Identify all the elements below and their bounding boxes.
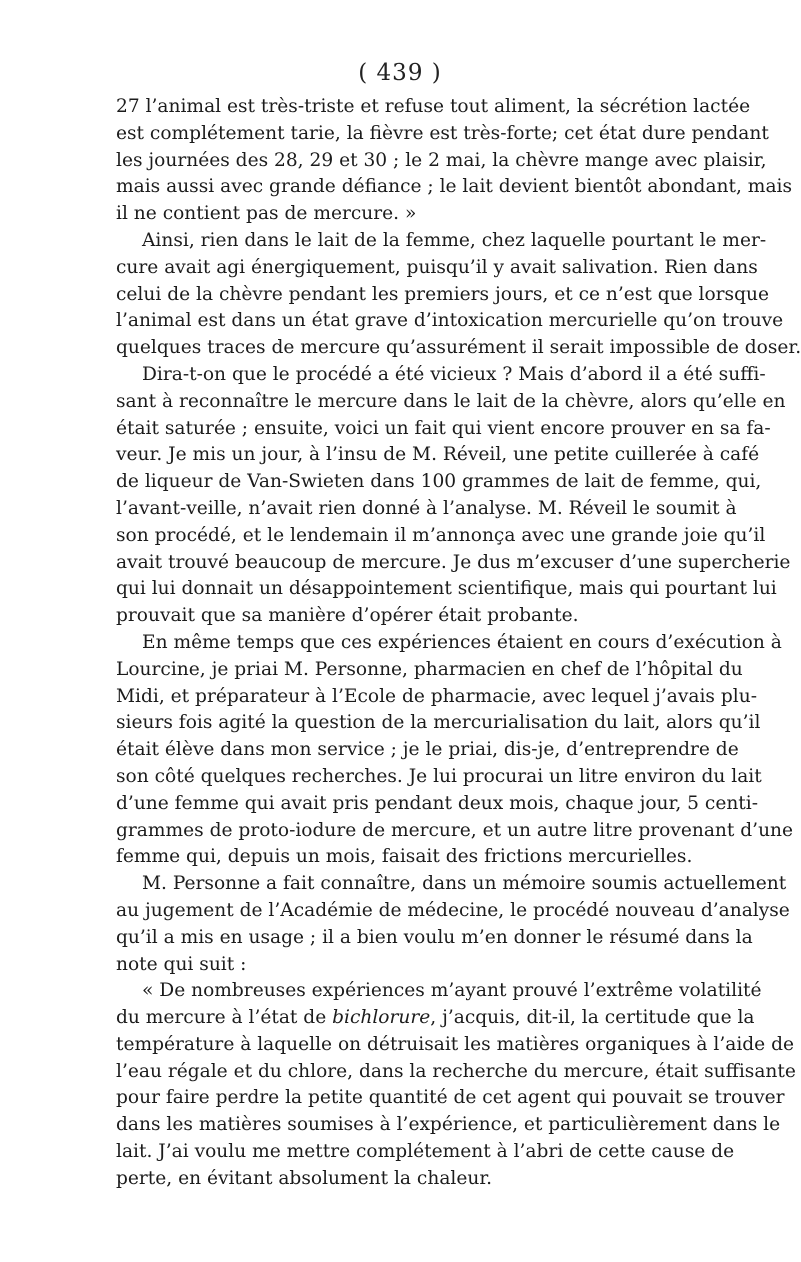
text-line: avait trouvé beaucoup de mercure. Je dus m’excuser d’une supercherie	[116, 551, 791, 573]
paragraph	[116, 978, 796, 1192]
text-line: au jugement de l’Académie de médecine, le procédé nouveau d’analyse	[116, 899, 790, 921]
text-line: Dira-t-on que le procédé a été vicieux ? Mais d’abord il a été suffi-	[142, 363, 766, 385]
body-text	[116, 94, 801, 1193]
text-line: Midi, et préparateur à l’Ecole de pharmacie, avec lequel j’avais plu-	[116, 685, 757, 707]
text-line: grammes de proto-iodure de mercure, et un autre litre provenant d’une	[116, 819, 794, 841]
paragraph	[116, 871, 790, 978]
text-line: M. Personne a fait connaître, dans un mémoire soumis actuellement	[142, 873, 787, 895]
text-line: celui de la chèvre pendant les premiers jours, et ce n’est que lorsque	[116, 283, 769, 305]
text-line: Lourcine, je priai M. Personne, pharmacien en chef de l’hôpital du	[116, 658, 743, 680]
text-line: « De nombreuses expériences m’ayant prouvé l’extrême volatilité	[142, 980, 762, 1002]
text-line: d’une femme qui avait pris pendant deux mois, chaque jour, 5 centi-	[116, 792, 759, 814]
text-line: lait. J’ai voulu me mettre complétement à l’abri de cette cause de	[116, 1141, 735, 1163]
text-line: l’animal est dans un état grave d’intoxication mercurielle qu’on trouve	[116, 310, 784, 332]
text-line: température à laquelle on détruisait les matières organiques à l’aide de	[116, 1033, 794, 1055]
text-line: était saturée ; ensuite, voici un fait qui vient encore prouver en sa fa-	[116, 417, 771, 439]
paragraph	[116, 630, 794, 871]
text-line: cure avait agi énergiquement, puisqu’il y avait salivation. Rien dans	[116, 256, 758, 278]
text-line: son procédé, et le lendemain il m’annonça avec une grande joie qu’il	[116, 524, 766, 546]
text-line: mais aussi avec grande défiance ; le lait devient bientôt abondant, mais	[116, 176, 793, 198]
text-line: de liqueur de Van-Swieten dans 100 grammes de lait de femme, qui,	[116, 471, 762, 493]
text-line: qui lui donnait un désappointement scientifique, mais qui pourtant lui	[116, 578, 777, 600]
paragraph	[116, 94, 793, 228]
text-line: sieurs fois agité la question de la mercurialisation du lait, alors qu’il	[116, 712, 761, 734]
text-line: perte, en évitant absolument la chaleur.	[116, 1167, 493, 1189]
text-line: qu’il a mis en usage ; il a bien voulu m’en donner le résumé dans la	[116, 926, 753, 948]
text-line: il ne contient pas de mercure. »	[116, 203, 417, 225]
text-line: note qui suit :	[116, 953, 247, 975]
text-line: est complétement tarie, la fièvre est très-forte; cet état dure pendant	[116, 122, 769, 144]
text-line: les journées des 28, 29 et 30 ; le 2 mai, la chèvre mange avec plaisir,	[116, 149, 767, 171]
text-line: dans les matières soumises à l’expérience, et particulièrement dans le	[116, 1114, 781, 1136]
text-line: sant à reconnaître le mercure dans le lait de la chèvre, alors qu’elle en	[116, 390, 786, 412]
text-line: l’avant-veille, n’avait rien donné à l’analyse. M. Réveil le soumit à	[116, 497, 737, 519]
text-line: quelques traces de mercure qu’assurément il serait impossible de doser.	[116, 337, 801, 359]
paragraph	[116, 228, 801, 362]
text-line: pour faire perdre la petite quantité de cet agent qui pouvait se trouver	[116, 1087, 785, 1109]
page-number: ( 439 )	[358, 60, 442, 86]
text-line: l’eau régale et du chlore, dans la recherche du mercure, était suffisante	[116, 1060, 796, 1082]
text-line: femme qui, depuis un mois, faisait des frictions mercurielles.	[116, 846, 693, 868]
paragraph	[116, 362, 791, 630]
text-line: 27 l’animal est très-triste et refuse tout aliment, la sécrétion lactée	[116, 96, 751, 117]
text-line: veur. Je mis un jour, à l’insu de M. Réveil, une petite cuillerée à café	[116, 444, 760, 466]
text-line: Ainsi, rien dans le lait de la femme, chez laquelle pourtant le mer-	[142, 229, 767, 251]
text-line: son côté quelques recherches. Je lui procurai un litre environ du lait	[116, 765, 762, 787]
text-line: prouvait que sa manière d’opérer était probante.	[116, 605, 579, 627]
text-line: était élève dans mon service ; je le priai, dis-je, d’entreprendre de	[116, 739, 739, 761]
text-line: du mercure à l’état de bichlorure, j’acquis, dit-il, la certitude que la	[116, 1007, 755, 1029]
text-line: En même temps que ces expériences étaient en cours d’exécution à	[142, 631, 782, 653]
